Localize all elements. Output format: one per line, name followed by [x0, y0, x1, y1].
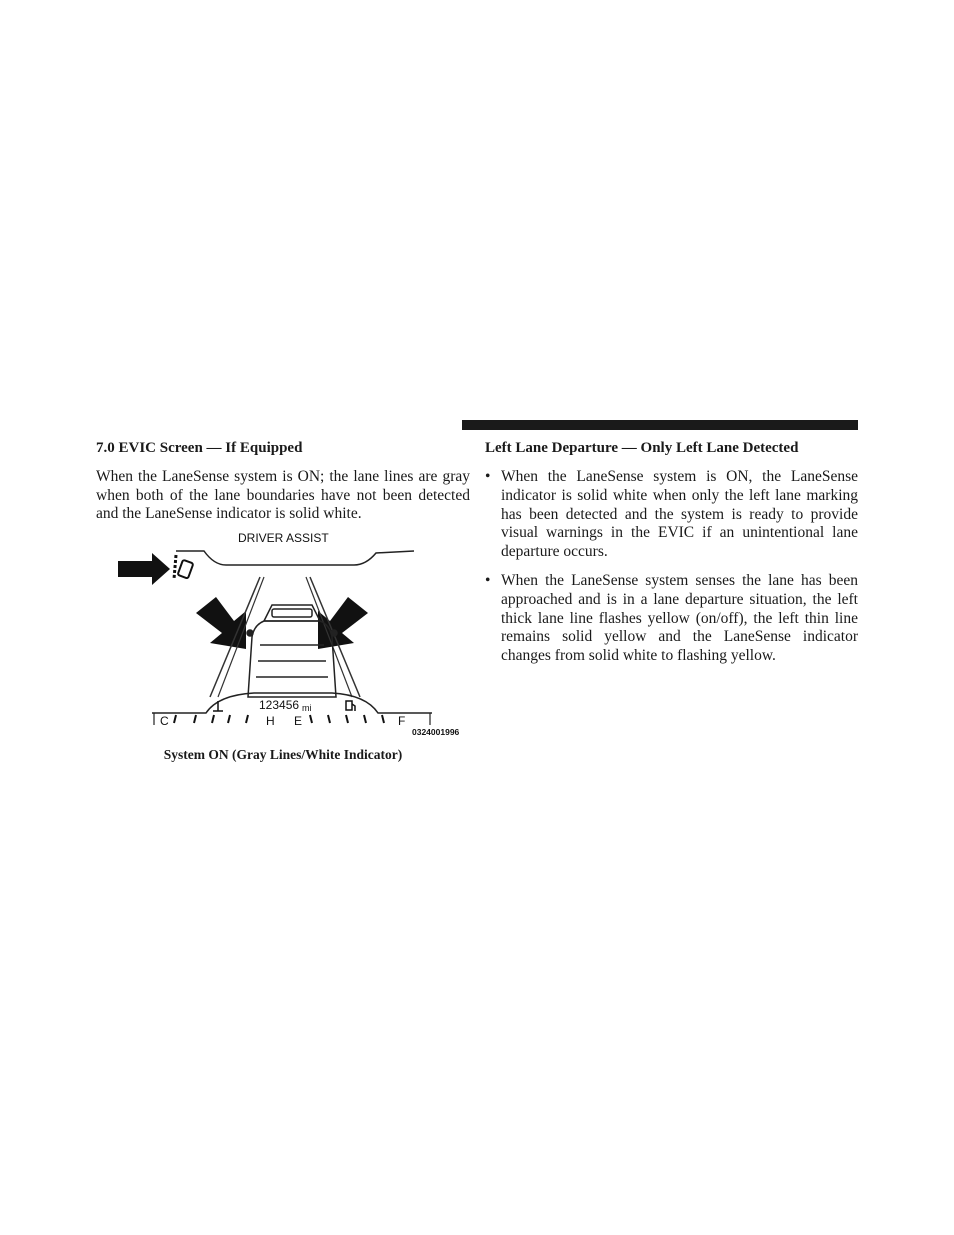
odometer-unit: mi: [302, 703, 312, 713]
left-column: [96, 438, 470, 524]
evic-figure: [114, 525, 470, 745]
driver-assist-label: DRIVER ASSIST: [238, 531, 329, 545]
figure-caption: System ON (Gray Lines/White Indicator): [163, 747, 403, 762]
lanesense-indicator-icon: [174, 555, 193, 579]
section-heading-evic: 7.0 EVIC Screen — If Equipped: [96, 440, 303, 456]
right-diagonal-arrow-icon: [318, 597, 368, 649]
left-diagonal-arrow-icon: [196, 597, 246, 649]
fuel-full-label: F: [398, 714, 406, 728]
header-outline: [176, 551, 414, 565]
figure-code: 0324001996: [412, 727, 460, 737]
fuel-pump-icon: [346, 701, 355, 711]
pointer-arrow-icon: [118, 553, 170, 585]
evic-illustration: [114, 525, 470, 745]
right-column: [462, 420, 858, 676]
temp-high-label: H: [266, 714, 275, 728]
temp-gauge-ticks: [174, 715, 248, 723]
list-item: • When the LaneSense system senses the lane has been approached and is in a lane departure situation, the left thick lane line flashes yellow (on/off), the left thin line remains solid yellow and the LaneSense indicator changes from solid white to flashing yellow.: [485, 572, 858, 666]
evic-paragraph: When the LaneSense system is ON; the lane lines are gray when both of the lane boundaries have not been detected and the LaneSense indicator is solid white.: [96, 468, 470, 523]
coolant-temp-icon: [213, 701, 223, 711]
bullet-list: [462, 468, 858, 666]
temp-low-label: C: [160, 714, 169, 728]
section-heading-left-lane: Left Lane Departure — Only Left Lane Detected: [485, 440, 799, 456]
fuel-gauge-ticks: [310, 715, 384, 723]
fuel-empty-label: E: [294, 714, 303, 728]
list-item: • When the LaneSense system is ON, the LaneSense indicator is solid white when only the left lane marking has been detected and the system is ready to provide visual warnings in the EVIC if an unintentional lane departure occurs.: [485, 468, 858, 562]
odometer-value: 123456: [259, 698, 300, 712]
section-rule: [462, 420, 858, 430]
